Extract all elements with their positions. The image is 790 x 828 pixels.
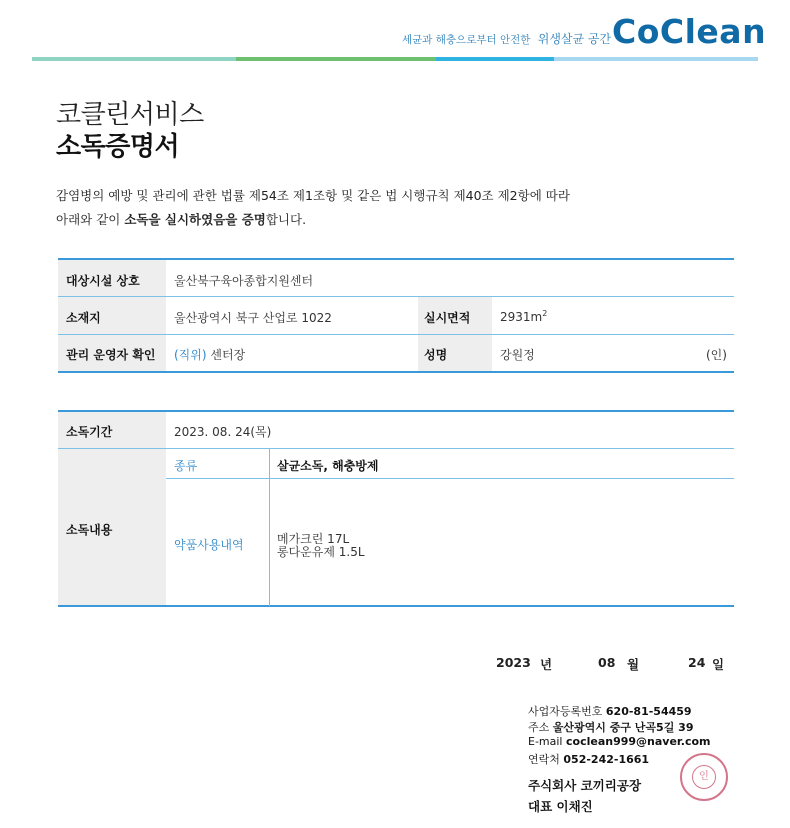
service-title: 코클린서비스: [56, 100, 204, 130]
issue-day-unit: 일: [712, 657, 725, 672]
email-label: E-mail: [528, 735, 563, 748]
type-value: 살균소독, 해충방제: [277, 459, 379, 473]
chem-label: 약품사용내역: [174, 538, 244, 552]
sign-name-value: 강원정: [500, 348, 535, 362]
reg-value: 620-81-54459: [605, 705, 692, 718]
disinfection-label-column: [58, 411, 166, 605]
tagline-text: 세균과 해충으로부터 안전한: [402, 34, 531, 46]
header-bar-segment: [436, 57, 554, 61]
email-value: coclean999@naver.com: [566, 735, 711, 748]
period-value: 2023. 08. 24(목): [174, 425, 272, 439]
company-address: [528, 719, 693, 735]
address-label: 소재지: [66, 311, 101, 325]
facility-name-value: 울산북구육아종합지원센터: [174, 274, 314, 288]
issue-year: 2023: [496, 655, 531, 670]
area-label: 실시면적: [424, 311, 471, 325]
header-bar-segment: [236, 57, 436, 61]
header-bar-segment: [554, 57, 758, 61]
phone-value: 052-242-1661: [563, 753, 650, 766]
table-divider: [269, 449, 270, 606]
company-email: [528, 735, 711, 748]
stamp-text: 인: [692, 765, 716, 789]
table-rule: [58, 334, 734, 335]
table-rule: [58, 410, 734, 412]
table-rule: [58, 258, 734, 260]
phone-label: 연락처: [528, 753, 560, 766]
manager-role: [174, 346, 245, 363]
intro-line-1: 감염병의 예방 및 관리에 관한 법률 제54조 제1조항 및 같은 법 시행규칙 제40조 제2항에 따라: [56, 188, 570, 203]
tagline: [402, 30, 611, 47]
issue-month-unit: 월: [627, 657, 640, 672]
sign-name-label: 성명: [424, 348, 448, 362]
chem-line-1: 메가크린 17L: [277, 532, 350, 546]
chem-line-2: 롱다운유제 1.5L: [277, 545, 365, 559]
company-seal-stamp: [680, 753, 728, 801]
header-bar-segment: [32, 57, 236, 61]
intro-pre: 아래와 같이: [56, 212, 125, 227]
address-value: 울산광역시 북구 산업로 1022: [174, 311, 332, 325]
manager-role-prefix: (직위): [174, 348, 207, 362]
intro-line-2: [56, 210, 306, 228]
period-label: 소독기간: [66, 425, 113, 439]
table-rule: [58, 296, 734, 297]
seal-mark: (인): [706, 348, 727, 362]
table-rule: [58, 605, 734, 607]
area-value: [500, 309, 547, 324]
addr-value: 울산광역시 중구 난곡5길 39: [552, 721, 694, 734]
intro-post: 합니다.: [265, 212, 307, 227]
intro-bold: 소독을 실시하였음을 증명: [124, 212, 266, 227]
facility-name-label: 대상시설 상호: [66, 274, 140, 288]
tagline-bold: 위생살균 공간: [537, 32, 612, 46]
issue-year-unit: 년: [540, 657, 553, 672]
table-rule: [58, 371, 734, 373]
addr-label: 주소: [528, 721, 550, 734]
table-rule: [58, 448, 734, 449]
issue-month: 08: [598, 655, 616, 670]
issue-day: 24: [688, 655, 706, 670]
manager-label: 관리 운영자 확인: [66, 348, 156, 362]
type-label: 종류: [174, 459, 198, 473]
content-label: 소독내용: [66, 523, 113, 537]
company-ceo: 대표 이채진: [528, 799, 593, 814]
company-phone: [528, 751, 649, 767]
company-reg: [528, 703, 692, 719]
table-rule: [166, 478, 734, 479]
manager-role-value: 센터장: [210, 348, 246, 362]
certificate-title: 소독증명서: [56, 132, 180, 162]
area-number: 2931m: [500, 310, 543, 324]
reg-label: 사업자등록번호: [528, 705, 603, 718]
area-unit-sup: 2: [542, 309, 548, 318]
coclean-logo: CoClean: [612, 12, 767, 51]
company-name: 주식회사 코끼리공장: [528, 778, 642, 793]
